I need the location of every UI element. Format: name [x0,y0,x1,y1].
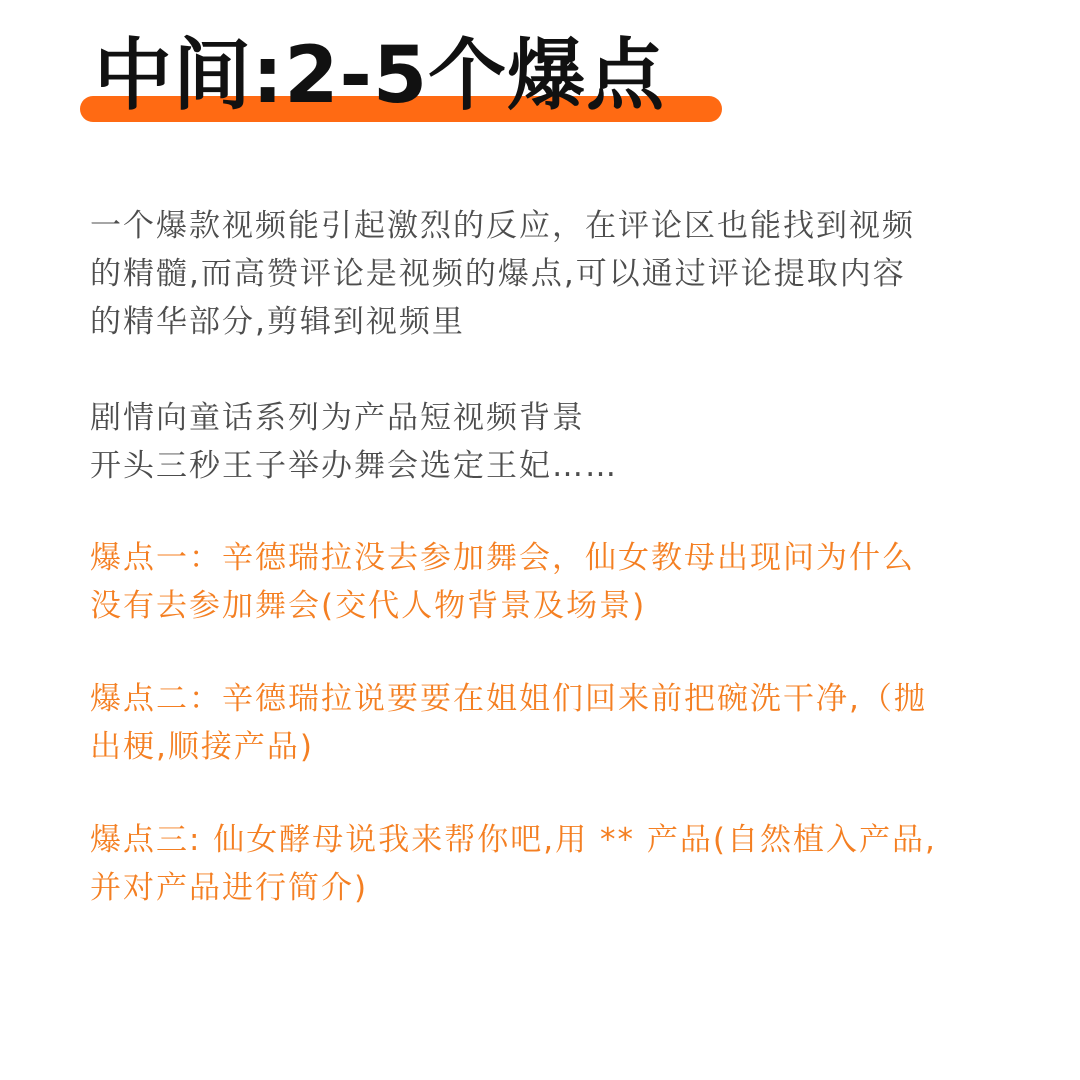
example-line: 开头三秒王子举办舞会选定王妃…… [90,448,618,484]
example-line: 剧情向童话系列为产品短视频背景 [90,400,585,436]
intro-line: 一个爆款视频能引起激烈的反应，在评论区也能找到视频 [90,208,915,244]
highlight-point-3 [90,816,990,912]
highlight-line: 爆点三: 仙女酵母说我来帮你吧,用 ** 产品(自然植入产品, [90,822,937,858]
intro-paragraph [90,202,990,346]
highlight-line: 没有去参加舞会(交代人物背景及场景) [90,588,647,624]
intro-line: 的精华部分,剪辑到视频里 [90,304,465,340]
highlight-line: 爆点二：辛德瑞拉说要要在姐姐们回来前把碗洗干净,（抛 [90,681,927,717]
highlight-line: 并对产品进行简介) [90,870,369,906]
highlight-line: 出梗,顺接产品) [90,729,314,765]
highlight-line: 爆点一：辛德瑞拉没去参加舞会，仙女教母出现问为什么 [90,540,915,576]
content-area [90,202,990,912]
intro-line: 的精髓,而高赞评论是视频的爆点,可以通过评论提取内容 [90,256,906,292]
highlight-point-2 [90,675,990,771]
page-title: 中间:2-5个爆点 [94,31,666,121]
title-block [80,30,722,130]
example-paragraph [90,394,990,490]
highlight-point-1 [90,534,990,630]
